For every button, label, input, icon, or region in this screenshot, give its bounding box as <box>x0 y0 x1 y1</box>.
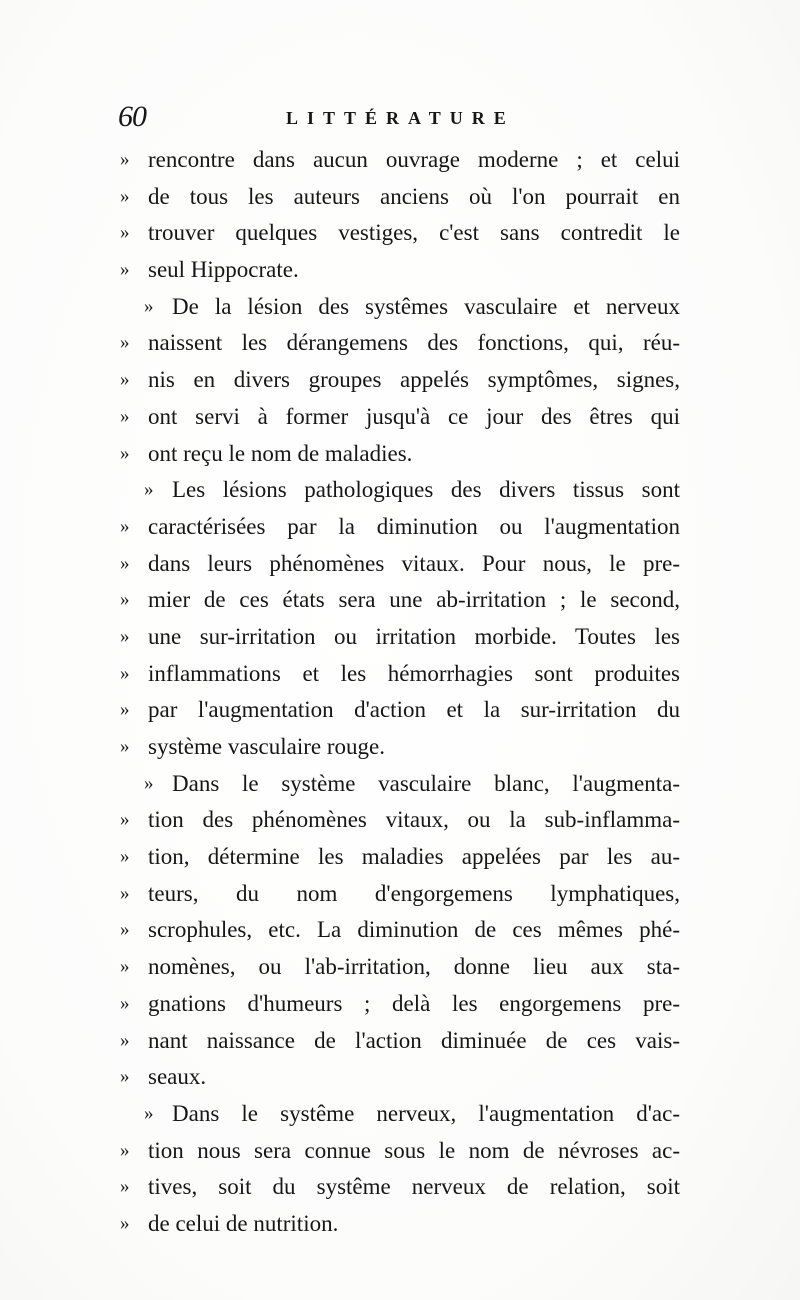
quote-mark: » <box>144 295 154 317</box>
text-line <box>120 1206 680 1243</box>
quote-mark: » <box>120 1176 130 1198</box>
line-text: mier de ces états sera une ab-irritation ; le second, <box>148 587 680 613</box>
text-line <box>120 1169 680 1206</box>
quote-mark: » <box>120 332 130 354</box>
line-text: teurs, du nom d'engorgemens lymphatiques, <box>148 880 680 906</box>
line-text: ont servi à former jusqu'à ce jour des êtres qui <box>148 403 680 429</box>
line-text: seaux. <box>148 1064 207 1090</box>
text-line <box>120 912 680 949</box>
text-line <box>120 509 680 546</box>
text-line <box>120 729 680 766</box>
line-text: tives, soit du systême nerveux de relation, soit <box>148 1174 680 1200</box>
quote-mark: » <box>120 662 130 684</box>
text-line <box>120 986 680 1023</box>
quote-mark: » <box>120 846 130 868</box>
page-header <box>118 100 678 140</box>
text-line <box>120 399 680 436</box>
line-text: ont reçu le nom de maladies. <box>148 440 413 466</box>
text-line <box>120 325 680 362</box>
quote-mark: » <box>120 919 130 941</box>
line-text: dans leurs phénomènes vitaux. Pour nous, le pre- <box>148 550 680 576</box>
text-line <box>120 289 680 326</box>
text-line <box>120 1023 680 1060</box>
line-text: Dans le systême nerveux, l'augmentation d'ac- <box>172 1100 680 1126</box>
line-text: système vasculaire rouge. <box>148 734 385 759</box>
quote-mark: » <box>120 589 130 611</box>
quote-mark: » <box>120 625 130 647</box>
text-line <box>120 215 680 252</box>
quote-mark: » <box>120 809 130 831</box>
quote-mark: » <box>120 259 130 281</box>
text-line <box>120 582 680 619</box>
quote-mark: » <box>144 772 154 794</box>
line-text: trouver quelques vestiges, c'est sans contredit le <box>148 220 680 246</box>
quote-mark: » <box>120 1212 130 1234</box>
line-text: tion nous sera connue sous le nom de névroses ac- <box>148 1137 680 1163</box>
text-line <box>120 1133 680 1170</box>
text-line <box>120 179 680 216</box>
text-line <box>120 472 680 509</box>
running-head: LITTÉRATURE <box>286 108 515 128</box>
line-text: nomènes, ou l'ab-irritation, donne lieu aux sta- <box>148 954 680 980</box>
quote-mark: » <box>144 479 154 501</box>
line-text: gnations d'humeurs ; delà les engorgemens pre- <box>148 990 680 1016</box>
quote-mark: » <box>120 369 130 391</box>
line-text: de celui de nutrition. <box>148 1210 339 1236</box>
quote-mark: » <box>144 1102 154 1124</box>
quote-mark: » <box>120 222 130 244</box>
quote-mark: » <box>120 185 130 207</box>
quote-mark: » <box>120 515 130 537</box>
quote-mark: » <box>120 1029 130 1051</box>
line-text: par l'augmentation d'action et la sur-irritation du <box>148 697 680 723</box>
line-text: Dans le système vasculaire blanc, l'augmenta- <box>172 770 680 796</box>
text-line <box>120 876 680 913</box>
quote-mark: » <box>120 405 130 427</box>
line-text: nis en divers groupes appelés symptômes, signes, <box>148 367 680 393</box>
text-line <box>120 949 680 986</box>
text-line <box>120 839 680 876</box>
quote-mark: » <box>120 956 130 978</box>
line-text: une sur-irritation ou irritation morbide. Toutes les <box>148 623 680 649</box>
line-text: seul Hippocrate. <box>148 257 299 283</box>
quote-mark: » <box>120 552 130 574</box>
line-text: Les lésions pathologiques des divers tissus sont <box>172 477 680 503</box>
line-text: nant naissance de l'action diminuée de ces vais- <box>148 1027 680 1053</box>
quote-mark: » <box>120 149 130 170</box>
text-line <box>120 619 680 656</box>
text-line <box>120 656 680 693</box>
quote-mark: » <box>120 736 130 757</box>
line-text: tion, détermine les maladies appelées par les au- <box>148 844 680 870</box>
line-text: scrophules, etc. La diminution de ces mêmes phé- <box>148 917 680 943</box>
text-line <box>120 802 680 839</box>
text-line <box>120 1059 680 1096</box>
line-text: tion des phénomènes vitaux, ou la sub-inflamma- <box>148 807 680 833</box>
body-text <box>120 142 680 1243</box>
line-text: inflammations et les hémorrhagies sont produites <box>148 660 680 686</box>
text-line <box>120 252 680 289</box>
quote-mark: » <box>120 1066 130 1088</box>
quote-mark: » <box>120 699 130 721</box>
text-line <box>120 1096 680 1133</box>
line-text: de tous les auteurs anciens où l'on pourrait en <box>148 183 680 209</box>
quote-mark: » <box>120 1139 130 1161</box>
line-text: rencontre dans aucun ouvrage moderne ; et celui <box>148 147 680 172</box>
quote-mark: » <box>120 882 130 904</box>
line-text: De la lésion des systêmes vasculaire et nerveux <box>172 293 680 319</box>
quote-mark: » <box>120 992 130 1014</box>
text-line <box>120 436 680 473</box>
text-line <box>120 546 680 583</box>
text-line <box>120 692 680 729</box>
page-number: 60 <box>118 100 146 133</box>
text-line <box>120 766 680 803</box>
text-line <box>120 142 680 179</box>
quote-mark: » <box>120 442 130 464</box>
line-text: naissent les dérangemens des fonctions, qui, réu- <box>148 330 680 356</box>
line-text: caractérisées par la diminution ou l'augmentation <box>148 513 680 539</box>
text-line <box>120 362 680 399</box>
